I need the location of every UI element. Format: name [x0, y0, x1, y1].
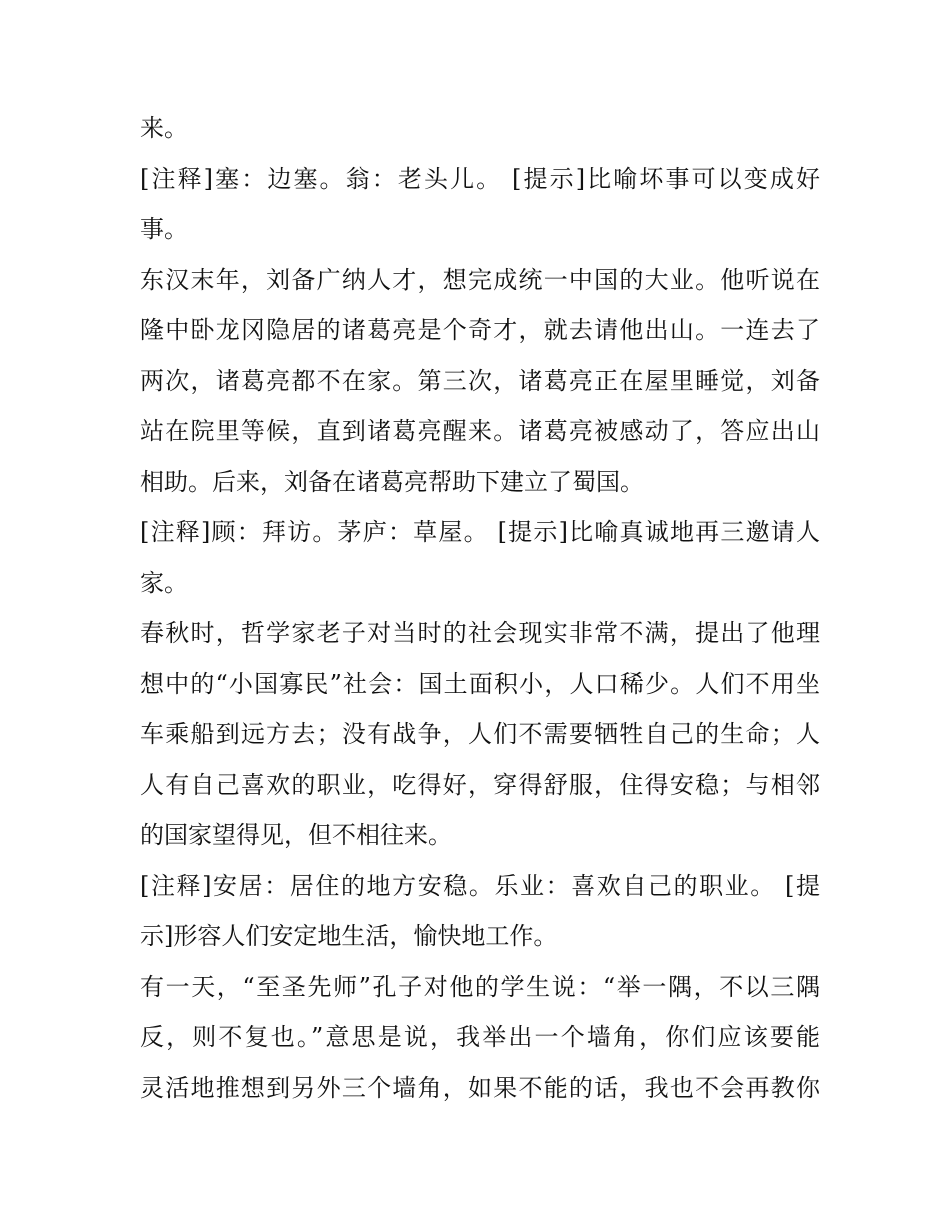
text-line: 相助。后来，刘备在诸葛亮帮助下建立了蜀国。	[140, 467, 644, 496]
text-line: 的国家望得见，但不相往来。	[140, 821, 452, 849]
text-line: 春秋时，哲学家老子对当时的社会现实非常不满，提出了他理	[140, 619, 820, 647]
annotation-line: [注释]安居：居住的地方安稳。乐业：喜欢自己的职业。 [提	[140, 871, 820, 900]
text-line: 站在院里等候，直到诸葛亮醒来。诸葛亮被感动了，答应出山	[140, 417, 820, 445]
annotation-line: [注释]塞：边塞。翁：老头儿。 [提示]比喻坏事可以变成好	[140, 164, 820, 193]
text-line: 隆中卧龙冈隐居的诸葛亮是个奇才，就去请他出山。一连去了	[140, 316, 820, 344]
text-line: 事。	[140, 215, 188, 243]
annotation-line: [注释]顾：拜访。茅庐：草屋。 [提示]比喻真诚地再三邀请人	[140, 518, 820, 546]
text-line: 东汉末年，刘备广纳人才，想完成统一中国的大业。他听说在	[140, 265, 820, 294]
document-body	[140, 103, 820, 1113]
text-line: 人有自己喜欢的职业，吃得好，穿得舒服，住得安稳；与相邻	[140, 770, 820, 799]
text-line: 有一天，“至圣先师”孔子对他的学生说：“举一隅，不以三隅	[140, 972, 820, 1001]
text-line: 示]形容人们安定地生活，愉快地工作。	[140, 922, 558, 950]
text-line: 想中的“小国寡民”社会：国土面积小，人口稀少。人们不用坐	[140, 669, 820, 698]
text-line: 来。	[140, 114, 188, 142]
text-line: 车乘船到远方去；没有战争，人们不需要牺牲自己的生命；人	[140, 720, 820, 748]
text-line: 反，则不复也。”意思是说，我举出一个墙角，你们应该要能	[140, 1023, 820, 1051]
text-line: 灵活地推想到另外三个墙角，如果不能的话，我也不会再教你	[140, 1073, 820, 1102]
text-line: 家。	[140, 568, 188, 597]
text-line: 两次，诸葛亮都不在家。第三次，诸葛亮正在屋里睡觉，刘备	[140, 366, 820, 395]
